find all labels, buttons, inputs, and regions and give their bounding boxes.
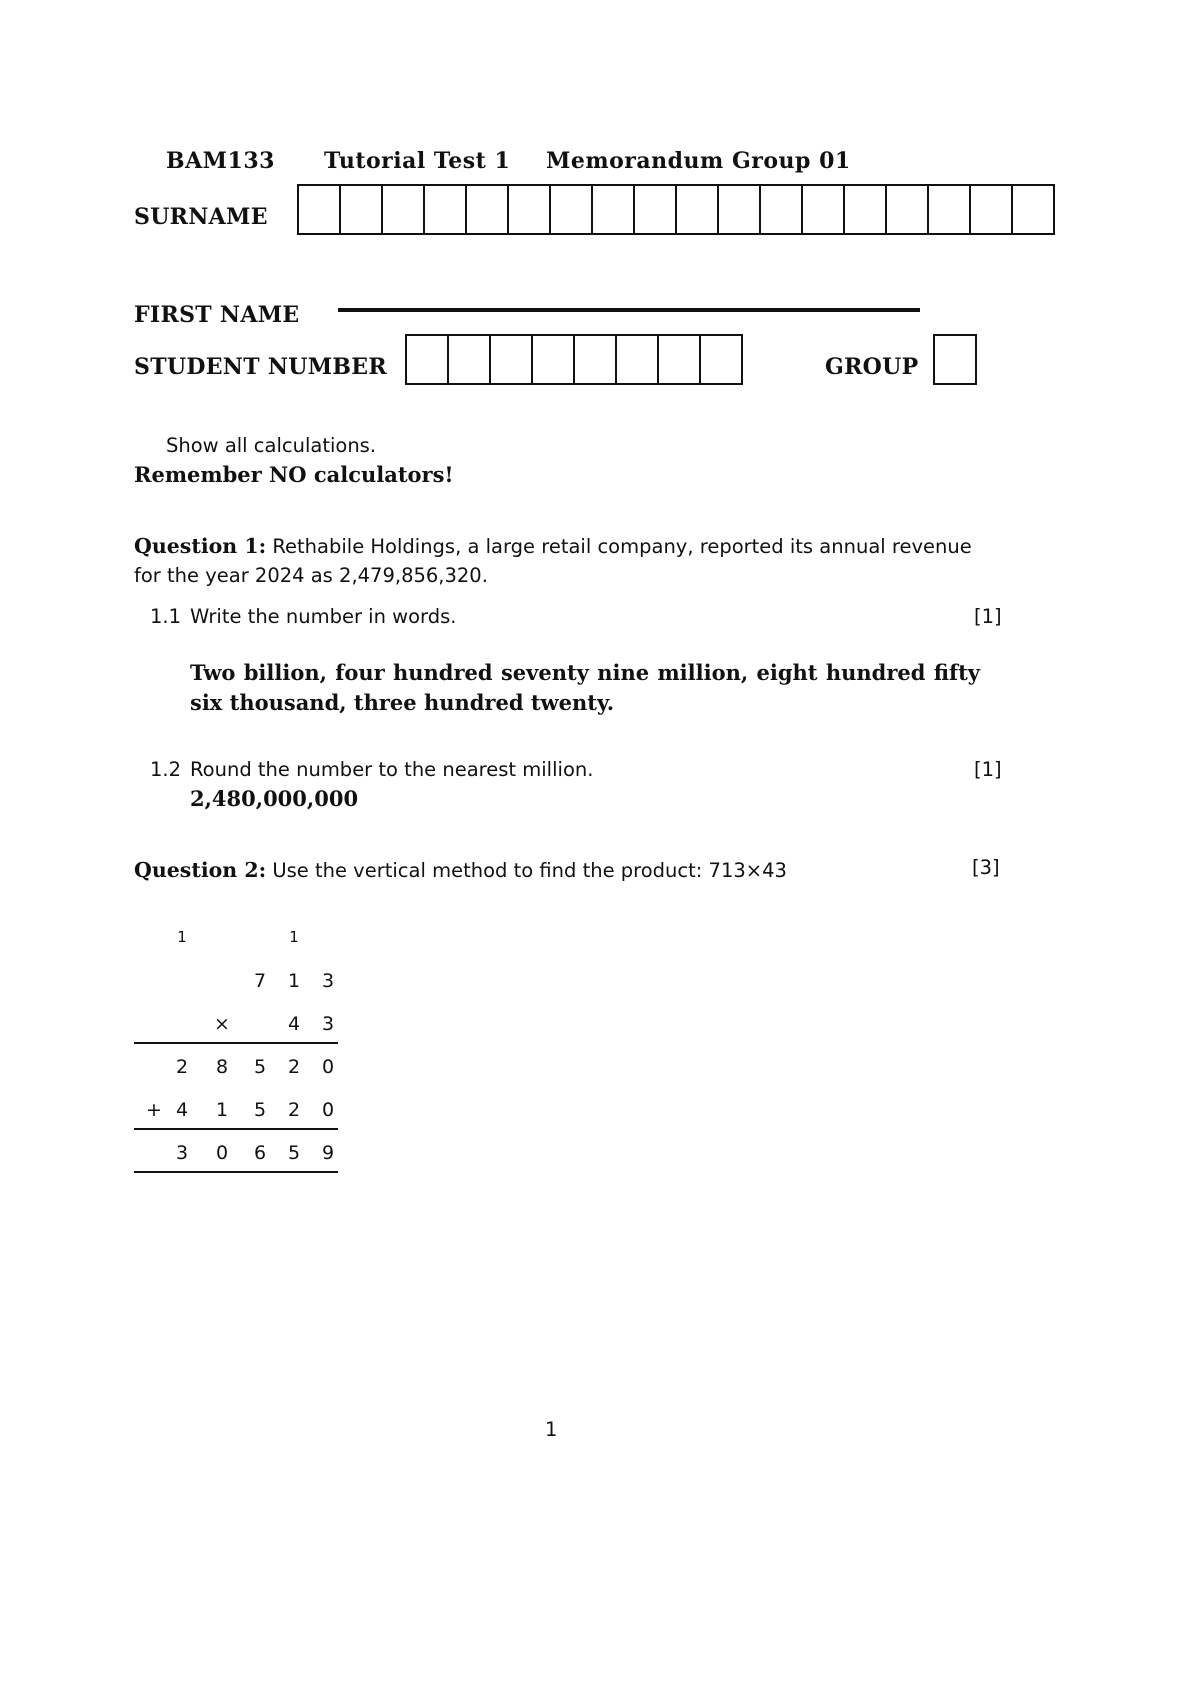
student-number-boxes[interactable] (405, 334, 743, 385)
surname-box[interactable] (467, 186, 509, 233)
q1-1-number: 1.1 (150, 605, 182, 628)
partial1-digit: 5 (253, 1056, 267, 1078)
surname-box[interactable] (299, 186, 341, 233)
surname-box[interactable] (425, 186, 467, 233)
question-2-label: Question 2: (134, 858, 267, 882)
multiplicand-digit: 3 (321, 970, 335, 992)
student-number-box[interactable] (533, 336, 575, 383)
first-name-label: FIRST NAME (134, 302, 300, 328)
result-digit: 9 (321, 1142, 335, 1164)
question-2-text: Use the vertical method to find the product: 713×43 (266, 859, 787, 882)
calculation-rule (134, 1042, 338, 1044)
surname-box[interactable] (719, 186, 761, 233)
student-number-box[interactable] (491, 336, 533, 383)
carries-digit: 1 (289, 928, 299, 946)
surname-box[interactable] (509, 186, 551, 233)
surname-box[interactable] (971, 186, 1013, 233)
q1-1-answer: Two billion, four hundred seventy nine million, eight hundred fifty six thousand, three hundred twenty. (190, 660, 980, 715)
multiplier-digit: × (214, 1013, 230, 1035)
calculation-rule (134, 1128, 338, 1130)
result-digit: 3 (175, 1142, 189, 1164)
student-number-label: STUDENT NUMBER (134, 354, 387, 380)
partial1-digit: 8 (215, 1056, 229, 1078)
surname-box[interactable] (677, 186, 719, 233)
surname-box[interactable] (341, 186, 383, 233)
partial1-digit: 0 (321, 1056, 335, 1078)
partial2-digit: 4 (175, 1099, 189, 1121)
course-code: BAM133 (166, 148, 275, 174)
result-digit: 0 (215, 1142, 229, 1164)
surname-box[interactable] (803, 186, 845, 233)
partial1-digit: 2 (287, 1056, 301, 1078)
student-number-box[interactable] (575, 336, 617, 383)
q1-1-marks: [1] (974, 605, 1002, 628)
instruction-no-calculators: Remember NO calculators! (134, 462, 454, 487)
calculation-rule (134, 1171, 338, 1173)
surname-box[interactable] (929, 186, 971, 233)
surname-label: SURNAME (134, 204, 268, 230)
instruction-show-calculations: Show all calculations. (166, 434, 377, 457)
q1-1-prompt: Write the number in words. (190, 605, 457, 628)
group-box[interactable] (933, 334, 977, 385)
surname-box[interactable] (845, 186, 887, 233)
student-number-box[interactable] (617, 336, 659, 383)
q1-2-answer: 2,480,000,000 (190, 786, 359, 811)
surname-boxes[interactable] (297, 184, 1055, 235)
group-box-cell[interactable] (935, 336, 977, 383)
multiplicand-digit: 7 (253, 970, 267, 992)
question-1 (134, 532, 996, 590)
plus-sign: + (146, 1099, 162, 1121)
surname-box[interactable] (761, 186, 803, 233)
result-digit: 6 (253, 1142, 267, 1164)
multiplier-digit: 3 (321, 1013, 335, 1035)
surname-box[interactable] (887, 186, 929, 233)
question-2 (134, 856, 787, 885)
page-number: 1 (545, 1418, 558, 1441)
partial2-digit: 1 (215, 1099, 229, 1121)
q1-2-prompt: Round the number to the nearest million. (190, 758, 594, 781)
q1-2-number: 1.2 (150, 758, 182, 781)
multiplicand-digit: 1 (287, 970, 301, 992)
multiplication-work (134, 920, 344, 1180)
result-digit: 5 (287, 1142, 301, 1164)
student-number-box[interactable] (407, 336, 449, 383)
surname-box[interactable] (593, 186, 635, 233)
first-name-line[interactable] (338, 308, 920, 312)
q2-marks: [3] (972, 856, 1000, 879)
partial2-digit: 5 (253, 1099, 267, 1121)
q1-2-marks: [1] (974, 758, 1002, 781)
surname-box[interactable] (635, 186, 677, 233)
memo-label: Memorandum (546, 148, 724, 174)
multiplier-digit: 4 (287, 1013, 301, 1035)
student-number-box[interactable] (701, 336, 743, 383)
student-number-box[interactable] (659, 336, 701, 383)
question-1-label: Question 1: (134, 534, 267, 558)
partial2-digit: 2 (287, 1099, 301, 1121)
surname-box[interactable] (383, 186, 425, 233)
partial2-digit: 0 (321, 1099, 335, 1121)
carries-digit: 1 (177, 928, 187, 946)
test-title: Tutorial Test 1 (324, 148, 511, 174)
group-label: GROUP (825, 354, 919, 380)
surname-box[interactable] (1013, 186, 1055, 233)
partial1-digit: 2 (175, 1056, 189, 1078)
question-1-text: Rethabile Holdings, a large retail company, reported its annual revenue for the year 2024 as 2,479,856,320. (134, 535, 972, 587)
surname-box[interactable] (551, 186, 593, 233)
group-title: Group 01 (732, 148, 851, 174)
student-number-box[interactable] (449, 336, 491, 383)
